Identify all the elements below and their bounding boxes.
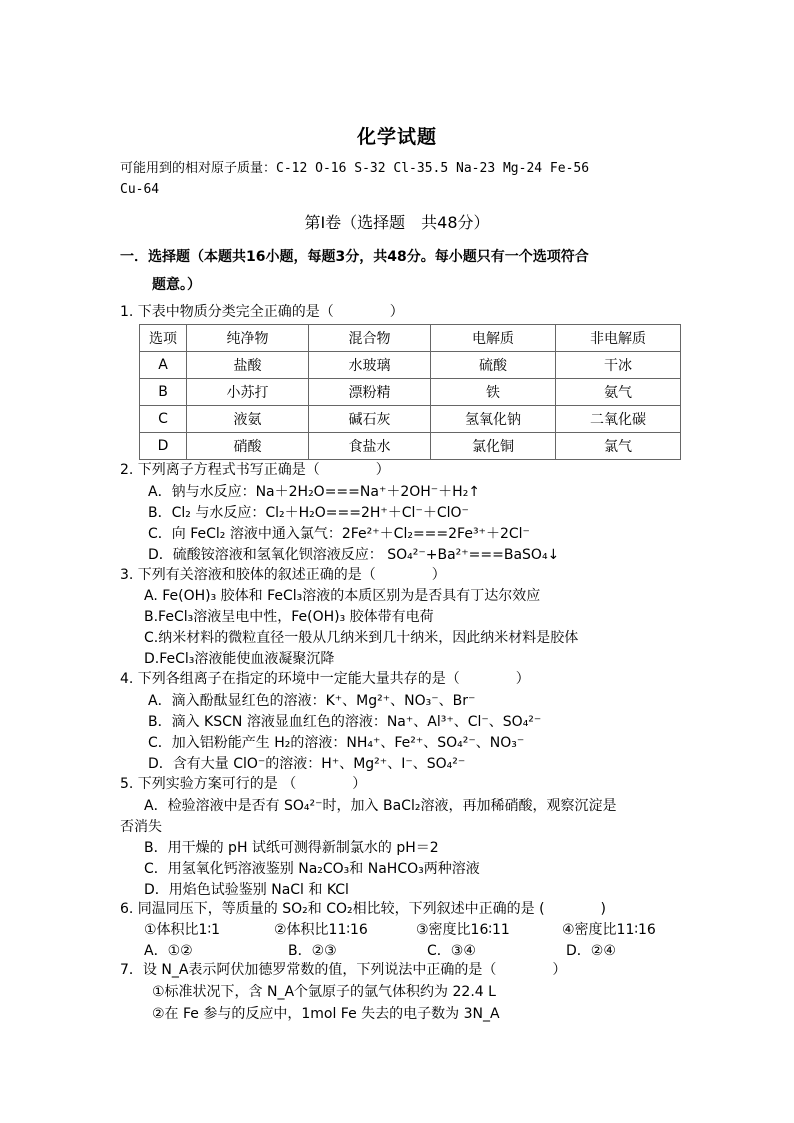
table-cell: C (140, 406, 187, 433)
table-header-cell: 纯净物 (187, 325, 309, 352)
table-cell: B (140, 379, 187, 406)
q6-option-b: B．②③ (288, 943, 337, 959)
q5-option-b: B．用干燥的 pH 试纸可测得新制氯水的 pH＝2 (144, 840, 439, 856)
q3-stem: 3. 下列有关溶液和胶体的叙述正确的是（ ） (120, 567, 446, 583)
q2-stem: 2. 下列离子方程式书写正确是（ ） (120, 462, 390, 478)
atomic-mass-line-1: 可能用到的相对原子质量：C-12 O-16 S-32 Cl-35.5 Na-23 Mg-24 Fe-56 (120, 161, 590, 176)
section-header: 第Ⅰ卷（选择题 共48分） (304, 213, 490, 232)
q6-statement-1: ①体积比1∶1 (144, 922, 221, 938)
q3-option-b: B.FeCl₃溶液呈电中性，Fe(OH)₃ 胶体带有电荷 (144, 609, 434, 625)
table-cell: 氨气 (556, 379, 681, 406)
q6-statement-3: ③密度比16∶11 (416, 922, 510, 938)
q2-option-c: C．向 FeCl₂ 溶液中通入氯气：2Fe²⁺＋Cl₂===2Fe³⁺＋2Cl⁻ (148, 526, 530, 542)
q3-option-a: A. Fe(OH)₃ 胶体和 FeCl₃溶液的本质区别为是否具有丁达尔效应 (144, 588, 541, 604)
table-header-row (140, 325, 681, 352)
table-cell: 氯气 (556, 433, 681, 460)
q2-option-b: B．Cl₂ 与水反应：Cl₂＋H₂O===2H⁺＋Cl⁻＋ClO⁻ (148, 505, 469, 521)
q5-option-a-line-2: 否消失 (120, 819, 162, 835)
q7-stem: 7．设 N_A表示阿伏加德罗常数的值，下列说法中正确的是（ ） (120, 962, 567, 978)
atomic-mass-line-2: Cu-64 (120, 182, 160, 197)
classification-table (139, 324, 681, 460)
part-heading-line-2: 题意。） (152, 277, 201, 293)
q5-option-c: C．用氢氧化钙溶液鉴别 Na₂CO₃和 NaHCO₃两种溶液 (144, 861, 480, 877)
table-cell: 液氨 (187, 406, 309, 433)
table-row (140, 433, 681, 460)
q4-option-c: C．加入铝粉能产生 H₂的溶液：NH₄⁺、Fe²⁺、SO₄²⁻、NO₃⁻ (148, 735, 525, 751)
table-cell: 氯化铜 (431, 433, 556, 460)
q7-statement-2: ②在 Fe 参与的反应中，1mol Fe 失去的电子数为 3N_A (152, 1006, 500, 1022)
q6-stem: 6. 同温同压下，等质量的 SO₂和 CO₂相比较，下列叙述中正确的是 ( ) (120, 901, 607, 917)
q4-stem: 4. 下列各组离子在指定的环境中一定能大量共存的是（ ） (120, 671, 530, 687)
q6-statement-4: ④密度比11∶16 (562, 922, 656, 938)
q4-option-b: B．滴入 KSCN 溶液显血红色的溶液：Na⁺、Al³⁺、Cl⁻、SO₄²⁻ (148, 714, 542, 730)
table-row (140, 379, 681, 406)
table-header-cell: 电解质 (431, 325, 556, 352)
q6-option-d: D．②④ (566, 943, 616, 959)
q3-option-d: D.FeCl₃溶液能使血液凝聚沉降 (144, 651, 335, 667)
q6-option-c: C．③④ (427, 943, 476, 959)
table-cell: 硫酸 (431, 352, 556, 379)
q6-option-a: A．①② (144, 943, 193, 959)
part-heading-line-1: 一．选择题（本题共16小题，每题3分，共48分。每小题只有一个选项符合 (120, 249, 589, 265)
table-header-cell: 非电解质 (556, 325, 681, 352)
q4-option-a: A．滴入酚酞显红色的溶液：K⁺、Mg²⁺、NO₃⁻、Br⁻ (148, 693, 476, 709)
table-cell: 二氧化碳 (556, 406, 681, 433)
table-cell: 盐酸 (187, 352, 309, 379)
page-title: 化学试题 (356, 126, 437, 148)
q5-option-d: D．用焰色试验鉴别 NaCl 和 KCl (144, 882, 349, 898)
table-cell: A (140, 352, 187, 379)
table-header-cell: 选项 (140, 325, 187, 352)
table-cell: 漂粉精 (309, 379, 431, 406)
table-cell: 食盐水 (309, 433, 431, 460)
table-cell: 干冰 (556, 352, 681, 379)
table-cell: 硝酸 (187, 433, 309, 460)
q2-option-a: A．钠与水反应：Na＋2H₂O===Na⁺＋2OH⁻＋H₂↑ (148, 484, 481, 500)
q5-stem: 5. 下列实验方案可行的是 （ ） (120, 776, 367, 792)
q5-option-a-line-1: A．检验溶液中是否有 SO₄²⁻时，加入 BaCl₂溶液，再加稀硝酸，观察沉淀是 (144, 798, 617, 814)
table-cell: 氢氧化钠 (431, 406, 556, 433)
table-cell: 碱石灰 (309, 406, 431, 433)
q7-statement-1: ①标准状况下，含 N_A个氩原子的氩气体积约为 22.4 L (152, 984, 496, 1000)
q6-statement-2: ②体积比11∶16 (274, 922, 368, 938)
table-cell: 小苏打 (187, 379, 309, 406)
table-cell: 铁 (431, 379, 556, 406)
table-header-cell: 混合物 (309, 325, 431, 352)
q4-option-d: D．含有大量 ClO⁻的溶液：H⁺、Mg²⁺、I⁻、SO₄²⁻ (148, 756, 466, 772)
table-row (140, 406, 681, 433)
table-row (140, 352, 681, 379)
table-cell: D (140, 433, 187, 460)
table-cell: 水玻璃 (309, 352, 431, 379)
q3-option-c: C.纳米材料的微粒直径一般从几纳米到几十纳米，因此纳米材料是胶体 (144, 630, 579, 646)
q2-option-d: D．硫酸铵溶液和氢氧化钡溶液反应： SO₄²⁻+Ba²⁺===BaSO₄↓ (148, 547, 560, 563)
q1-stem: 1. 下表中物质分类完全正确的是（ ） (120, 304, 404, 320)
